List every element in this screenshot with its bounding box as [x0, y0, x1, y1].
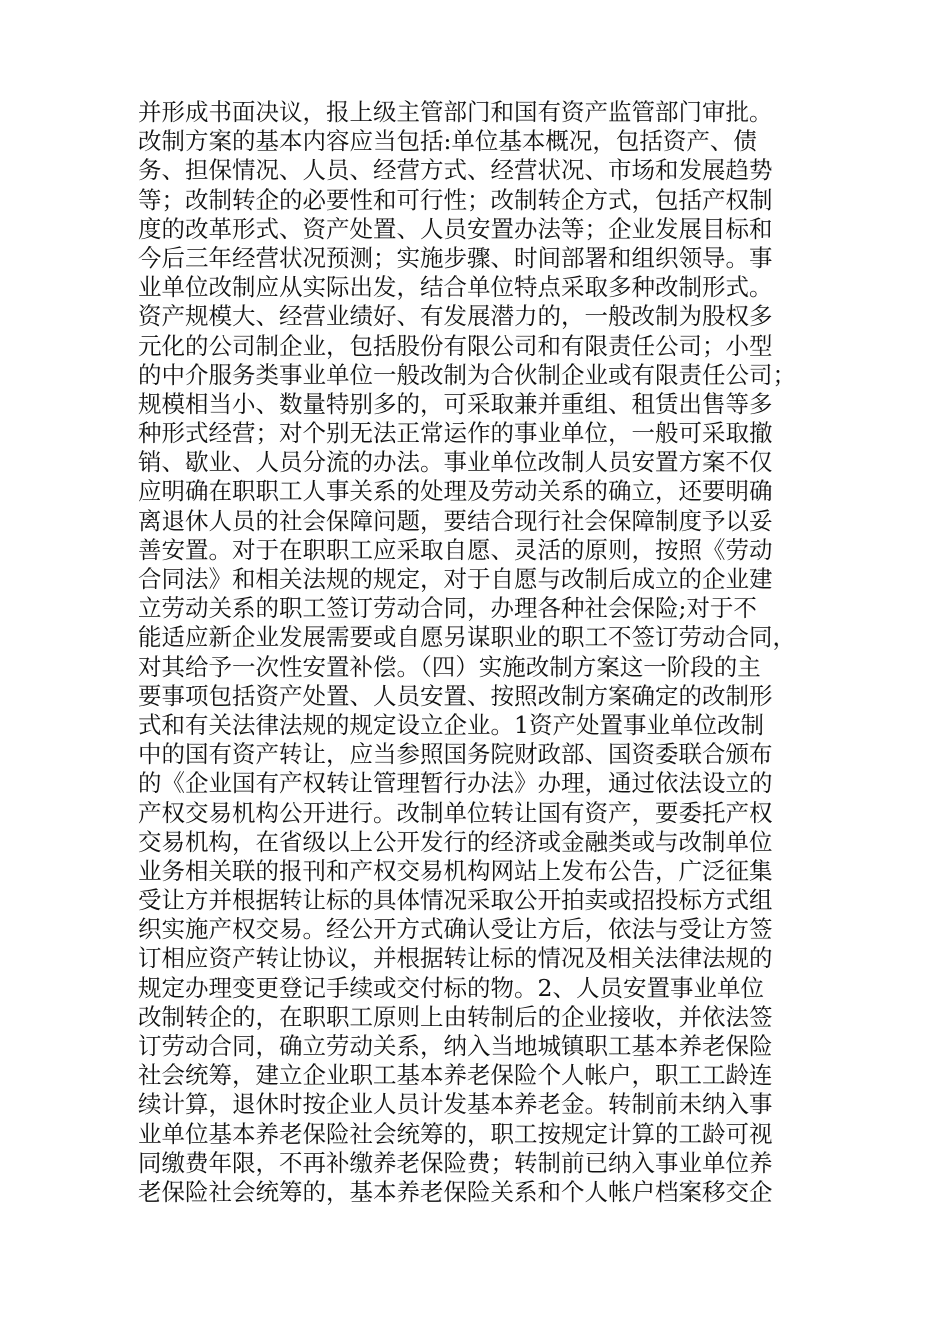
body-paragraph — [138, 98, 838, 1207]
text-line: 对其给予一次性安置补偿。（四）实施改制方案这一阶段的主 — [138, 652, 761, 681]
text-line: 受让方并根据转让标的具体情况采取公开拍卖或招投标方式组 — [138, 886, 773, 915]
text-line: 应明确在职职工人事关系的处理及劳动关系的确立，还要明确 — [138, 477, 773, 506]
text-line: 等；改制转企的必要性和可行性；改制转企方式，包括产权制 — [138, 185, 773, 214]
text-line: 能适应新企业发展需要或自愿另谋职业的职工不签订劳动合同， — [138, 623, 796, 652]
text-line: 合同法》和相关法规的规定，对于自愿与改制后成立的企业建 — [138, 565, 773, 593]
text-line: 老保险社会统筹的，基本养老保险关系和个人帐户档案移交企 — [138, 1177, 773, 1206]
text-line: 离退休人员的社会保障问题，要结合现行社会保障制度予以妥 — [138, 506, 773, 535]
text-line: 续计算，退休时按企业人员计发基本养老金。转制前未纳入事 — [138, 1090, 773, 1119]
text-line: 并形成书面决议，报上级主管部门和国有资产监管部门审批。 — [138, 98, 773, 126]
text-line: 规模相当小、数量特别多的，可采取兼并重组、租赁出售等多 — [138, 389, 773, 418]
text-line: 改制方案的基本内容应当包括:单位基本概况，包括资产、债 — [138, 127, 757, 156]
text-line: 业务相关联的报刊和产权交易机构网站上发布公告，广泛征集 — [138, 856, 773, 885]
text-line: 的中介服务类事业单位一般改制为合伙制企业或有限责任公司； — [138, 360, 796, 389]
text-line: 织实施产权交易。经公开方式确认受让方后，依法与受让方签 — [138, 915, 773, 944]
text-line: 今后三年经营状况预测；实施步骤、时间部署和组织领导。事 — [138, 243, 773, 272]
text-line: 式和有关法律法规的规定设立企业。1资产处置事业单位改制 — [138, 710, 764, 739]
text-line: 订相应资产转让协议，并根据转让标的情况及相关法律法规的 — [138, 944, 773, 973]
text-line: 业单位改制应从实际出发，结合单位特点采取多种改制形式。 — [138, 273, 773, 302]
text-line: 业单位基本养老保险社会统筹的，职工按规定计算的工龄可视 — [138, 1119, 773, 1148]
text-line: 务、担保情况、人员、经营方式、经营状况、市场和发展趋势 — [138, 156, 773, 185]
text-line: 度的改革形式、资产处置、人员安置办法等；企业发展目标和 — [138, 214, 773, 243]
text-line: 要事项包括资产处置、人员安置、按照改制方案确定的改制形 — [138, 681, 773, 710]
text-line: 资产规模大、经营业绩好、有发展潜力的，一般改制为股权多 — [138, 302, 773, 331]
text-line: 销、歇业、人员分流的办法。事业单位改制人员安置方案不仅 — [138, 448, 773, 477]
text-line: 善安置。对于在职职工应采取自愿、灵活的原则，按照《劳动 — [138, 535, 773, 564]
text-line: 元化的公司制企业，包括股份有限公司和有限责任公司；小型 — [138, 331, 773, 360]
text-line: 交易机构，在省级以上公开发行的经济或金融类或与改制单位 — [138, 827, 773, 856]
text-line: 中的国有资产转让，应当参照国务院财政部、国资委联合颁布 — [138, 740, 773, 769]
text-line: 规定办理变更登记手续或交付标的物。2、人员安置事业单位 — [138, 973, 764, 1002]
text-line: 改制转企的，在职职工原则上由转制后的企业接收，并依法签 — [138, 1002, 773, 1031]
text-line: 种形式经营；对个别无法正常运作的事业单位，一般可采取撤 — [138, 419, 773, 448]
text-line: 立劳动关系的职工签订劳动合同，办理各种社会保险;对于不 — [138, 594, 757, 623]
text-line: 订劳动合同，确立劳动关系，纳入当地城镇职工基本养老保险 — [138, 1032, 773, 1060]
text-line: 产权交易机构公开进行。改制单位转让国有资产，要委托产权 — [138, 798, 773, 827]
text-line: 的《企业国有产权转让管理暂行办法》办理，通过依法设立的 — [138, 769, 773, 798]
text-line: 同缴费年限，不再补缴养老保险费；转制前已纳入事业单位养 — [138, 1148, 773, 1177]
text-line: 社会统筹，建立企业职工基本养老保险个人帐户，职工工龄连 — [138, 1061, 773, 1090]
